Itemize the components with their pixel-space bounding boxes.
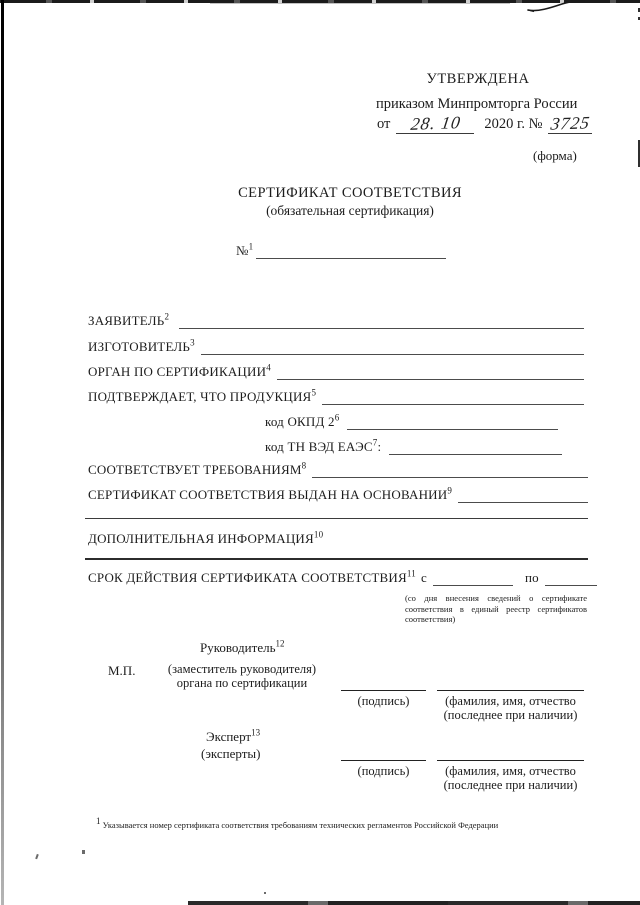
field-rule-line [85,518,588,519]
approval-date-row [377,114,592,134]
scan-edge-top-shadow [210,3,510,4]
head-signature-line [341,690,426,691]
name-caption [437,694,584,722]
tnved-label: код ТН ВЭД ЕАЭС$^7$: [265,437,382,454]
number-sign: №$^1$ [236,241,254,258]
validity-note: (со дня внесения сведений о сертификате соответствия в единый реестр сертификатов соответствия) [405,593,587,624]
scan-speck [35,854,38,859]
field-row-okpd [265,414,558,430]
approval-number-field [548,114,592,134]
manufacturer-label: ИЗГОТОВИТЕЛЬ$^3$ [88,337,195,354]
field-row-issued-on [88,487,588,503]
head-label: Руководитель$^{12}$ [200,638,285,655]
field-row-confirms [88,389,584,405]
footnote-marker: 1 [96,816,101,827]
tnved-field-line [389,439,562,455]
field-rule-line [85,558,588,560]
applicant-field-line [179,313,584,329]
approval-year-number-label: 2020 г. № [484,116,543,132]
product-field-line [322,389,584,405]
head-name-line [437,690,584,691]
validity-to-label: по [524,570,539,585]
field-row-cert-body [88,364,584,380]
deputy-caption [164,663,320,690]
confirms-label: ПОДТВЕРЖДАЕТ, ЧТО ПРОДУКЦИЯ$^5$ [88,387,317,404]
expert-label: Эксперт$^{13}$ [206,727,261,744]
signature-caption: (подпись) [357,694,410,708]
name-caption-line2: (последнее при наличии) [443,778,578,792]
meets-label: СООТВЕТСТВУЕТ ТРЕБОВАНИЯМ$^8$ [88,460,307,477]
field-row-manufacturer [88,339,584,355]
expert-name-line [437,760,584,761]
deputy-caption-line1: (заместитель руководителя) [167,662,317,676]
basis-field-line [458,487,588,503]
deputy-caption-line2: органа по сертификации [176,675,308,690]
approval-date-field [396,114,474,134]
approval-order-line: приказом Минпромторга России [376,96,578,112]
footnote-text: Указывается номер сертификата соответствия требованиям технических регламентов Российской Федерации [102,820,499,830]
stamp-placeholder: М.П. [108,663,136,678]
field-row-applicant [88,313,584,329]
cert-body-label: ОРГАН ПО СЕРТИФИКАЦИИ$^4$ [88,362,271,379]
certificate-number-field-line [256,243,446,259]
approval-from-label: от [377,116,391,132]
scan-speck [82,850,85,854]
expert-signature-line [341,760,426,761]
approval-stamp-title: УТВЕРЖДЕНА [426,71,530,87]
name-caption-line1: (фамилия, имя, отчество [445,764,576,778]
name-caption-line2: (последнее при наличии) [443,708,578,722]
scan-speck [264,892,266,894]
pen-mark-icon [524,0,586,14]
manufacturer-field-line [201,339,584,355]
footnote [96,816,500,831]
field-row-meets [88,462,588,478]
experts-label: (эксперты) [201,746,261,761]
form-note: (форма) [533,148,577,163]
footnote-marker: 1 [248,241,254,252]
validity-from-field-line [433,570,513,586]
document-subtitle: (обязательная сертификация) [266,203,434,218]
field-row-validity [88,570,622,586]
handwritten-date: 28. 10 [409,112,462,134]
document-title: СЕРТИФИКАТ СООТВЕТСТВИЯ [238,185,462,201]
field-row-tnved [265,439,562,455]
scan-edge-left [1,0,4,905]
cert-body-field-line [277,364,584,380]
okpd-field-line [347,414,558,430]
validity-label: СРОК ДЕЙСТВИЯ СЕРТИФИКАТА СООТВЕТСТВИЯ$^{11}$ [88,568,416,585]
certificate-number-row [236,243,446,259]
name-caption-line1: (фамилия, имя, отчество [445,694,576,708]
applicant-label: ЗАЯВИТЕЛЬ$^2$ [88,311,170,328]
handwritten-number: 3725 [549,112,592,134]
scan-edge-bottom [188,901,640,905]
signature-caption: (подпись) [357,764,410,778]
name-caption [437,764,584,792]
issued-on-label: СЕРТИФИКАТ СООТВЕТСТВИЯ ВЫДАН НА ОСНОВАНИИ$^9$ [88,485,453,502]
requirements-field-line [312,462,588,478]
okpd-label: код ОКПД $2^6$ [265,412,340,429]
validity-to-field-line [545,570,597,586]
additional-info-label: ДОПОЛНИТЕЛЬНАЯ ИНФОРМАЦИЯ$^{10}$ [88,529,324,546]
validity-from-label: с [420,570,427,585]
